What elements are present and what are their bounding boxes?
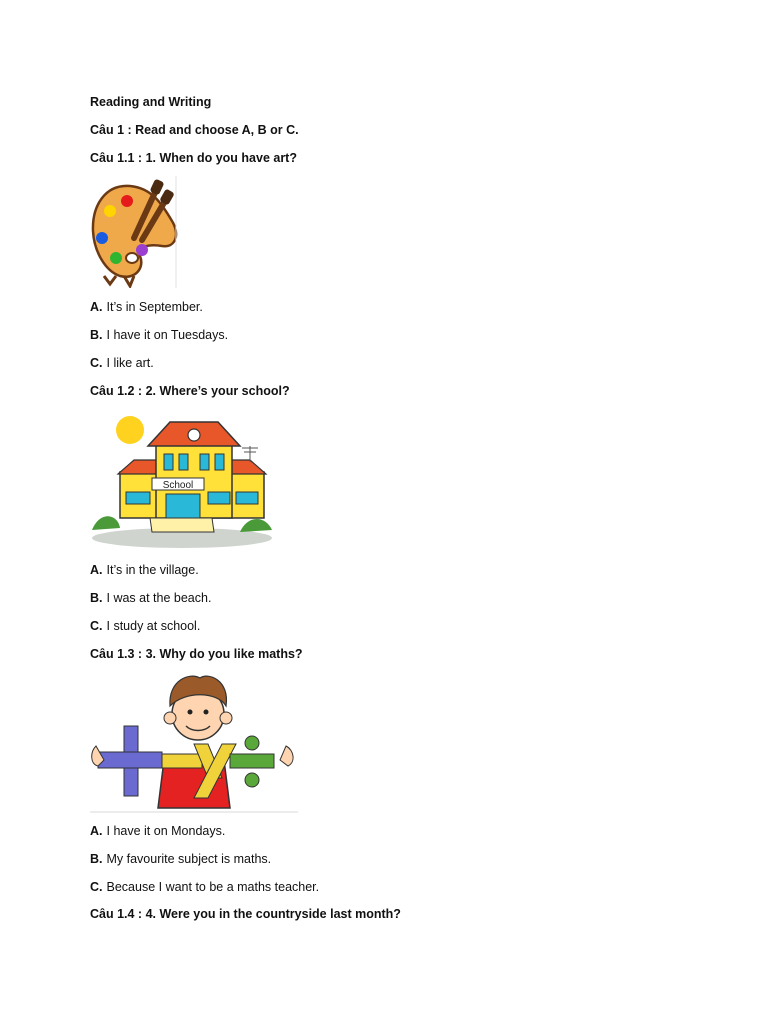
option-letter: B. (90, 591, 103, 605)
option-letter: A. (90, 300, 103, 314)
option-text: It’s in the village. (106, 563, 199, 577)
option-text: My favourite subject is maths. (106, 852, 272, 866)
option-letter: A. (90, 824, 103, 838)
section-title: Reading and Writing (90, 95, 212, 109)
option-text: Because I want to be a maths teacher. (106, 880, 320, 894)
question-2-option-c (90, 618, 200, 634)
paint-palette-image (90, 176, 178, 291)
option-text: I have it on Mondays. (106, 824, 226, 838)
option-text: I like art. (106, 356, 154, 370)
question-2-title: Câu 1.2 : 2. Where’s your school? (90, 384, 290, 398)
question-1-title: Câu 1.1 : 1. When do you have art? (90, 151, 297, 165)
option-letter: C. (90, 619, 103, 633)
question-3-option-c (90, 879, 319, 895)
option-text: It’s in September. (106, 300, 203, 314)
question-1-option-b (90, 327, 228, 343)
option-letter: C. (90, 356, 103, 370)
question-2-option-b (90, 590, 211, 606)
option-text: I was at the beach. (106, 591, 212, 605)
question-3-option-b (90, 851, 271, 867)
question-2-option-a (90, 562, 199, 578)
question-1-option-c (90, 355, 154, 371)
option-letter: B. (90, 852, 103, 866)
boy-math-symbols-image (90, 670, 298, 817)
question-1-option-a (90, 299, 203, 315)
school-sign-text: School (162, 480, 194, 491)
option-letter: B. (90, 328, 103, 342)
question-3-option-a (90, 823, 225, 839)
option-letter: A. (90, 563, 103, 577)
question-3-title: Câu 1.3 : 3. Why do you like maths? (90, 647, 303, 661)
question-4-title: Câu 1.4 : 4. Were you in the countryside last month? (90, 907, 401, 921)
school-building-image (90, 410, 282, 553)
option-text: I have it on Tuesdays. (106, 328, 229, 342)
instruction: Câu 1 : Read and choose A, B or C. (90, 123, 299, 137)
option-text: I study at school. (106, 619, 201, 633)
option-letter: C. (90, 880, 103, 894)
